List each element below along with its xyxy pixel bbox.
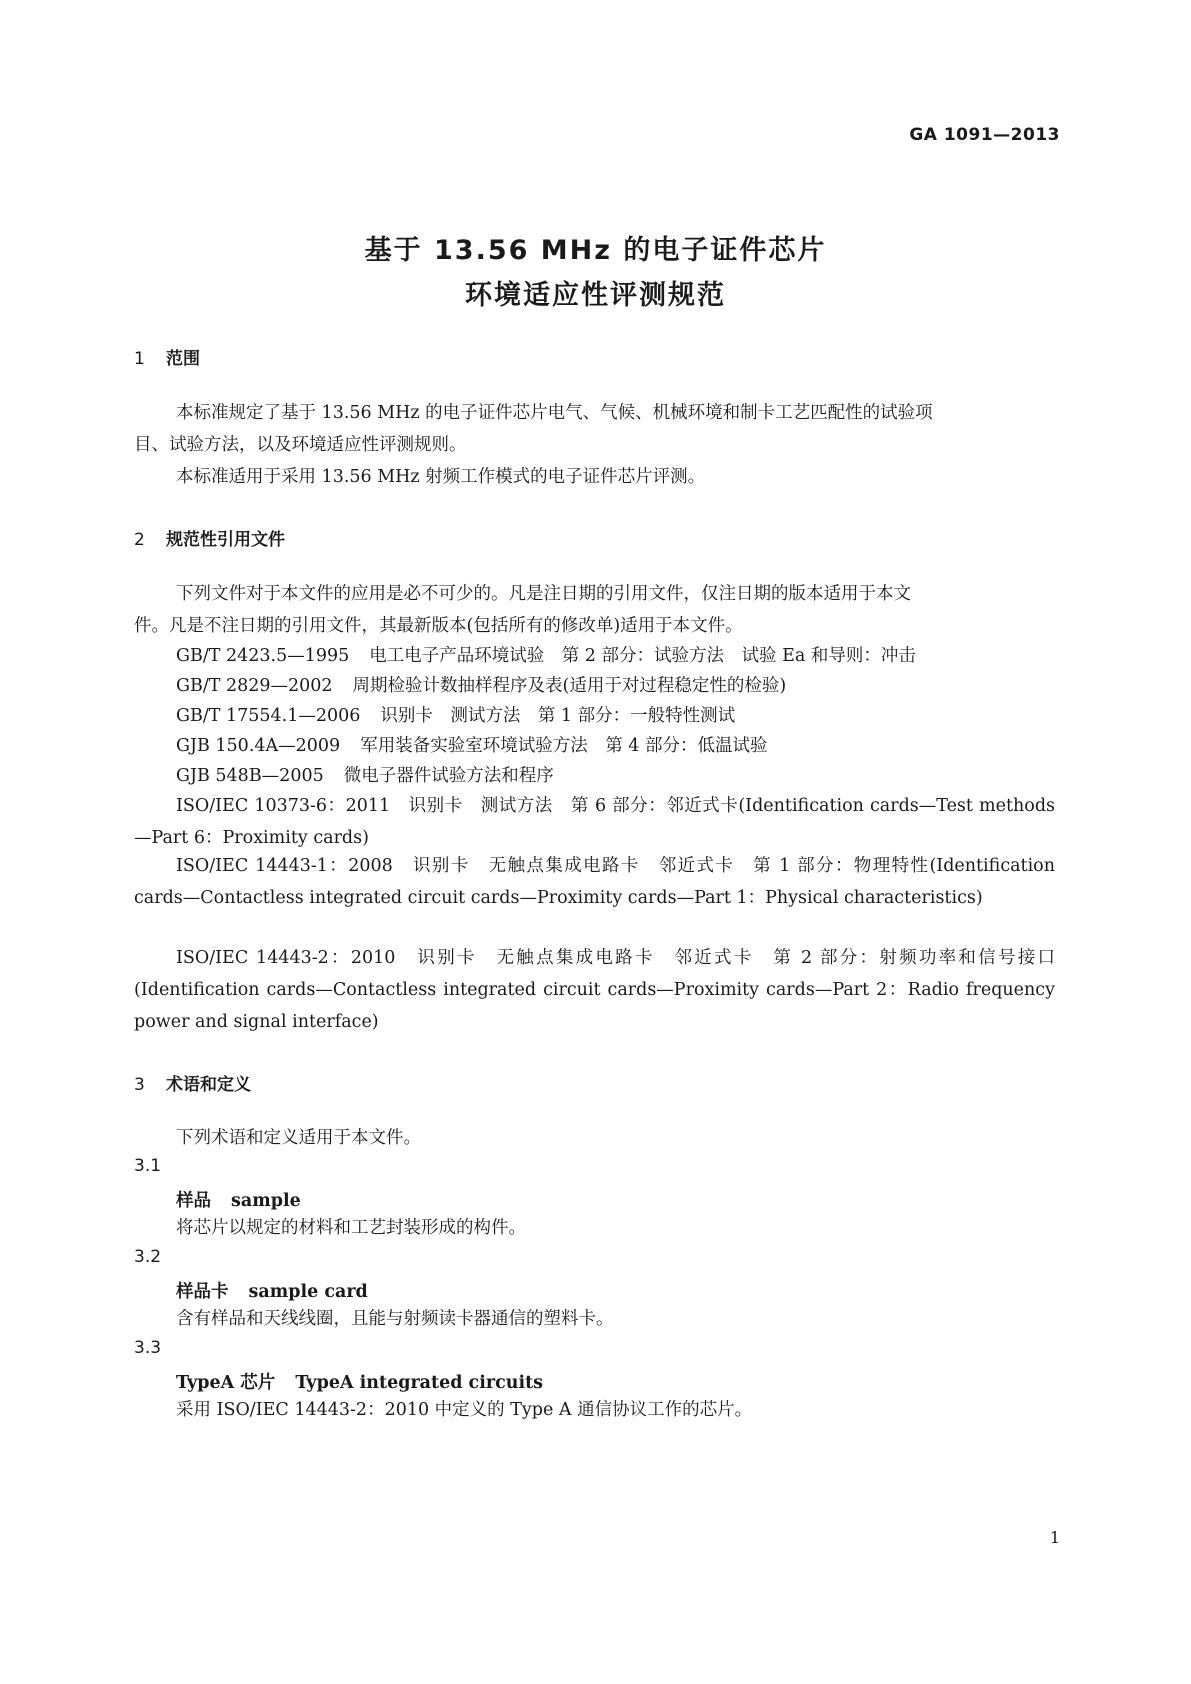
section-2-intro-line-1: 下列文件对于本文件的应用是必不可少的。凡是注日期的引用文件，仅注日期的版本适用于本文 [176,584,911,604]
section-1-paragraph-1-line-2: 目、试验方法，以及环境适应性评测规则。 [134,435,467,455]
section-2-heading [134,525,285,550]
reference-code: GB/T 2423.5—1995 [176,646,350,666]
term-name-en: sample card [248,1282,368,1302]
section-2-intro-line-2: 件。凡是不注日期的引用文件，其最新版本(包括所有的修改单)适用于本文件。 [134,616,743,636]
section-number: 1 [134,349,145,369]
standard-code: GA 1091—2013 [909,125,1060,145]
term-definition: 采用 ISO/IEC 14443-2：2010 中定义的 Type A 通信协议工作的芯片。 [176,1400,753,1420]
page-number: 1 [1049,1528,1060,1547]
term-definition: 将芯片以规定的材料和工艺封装形成的构件。 [176,1218,526,1238]
reference-code: GJB 548B—2005 [176,766,324,786]
reference-item [176,700,735,732]
section-title: 术语和定义 [166,1075,251,1095]
reference-code: GB/T 2829—2002 [176,676,333,696]
section-3-intro: 下列术语和定义适用于本文件。 [176,1128,421,1148]
term-name [176,1278,368,1303]
reference-title: 军用装备实验室环境试验方法 第 4 部分：低温试验 [360,736,768,756]
reference-code: GJB 150.4A—2009 [176,736,341,756]
reference-item [176,730,767,762]
section-number: 2 [134,530,145,550]
reference-item-iso-14443-2: ISO/IEC 14443-2：2010 识别卡 无触点集成电路卡 邻近式卡 第 2 部分：射频功率和信号接口(Identification cards—Contactless integrated circuit cards—Proximity cards—Part 2：Radio frequency power and signal interface) [134,948,1055,1032]
document-title-line-1: 基于 13.56 MHz 的电子证件芯片 [364,235,827,266]
term-name-en: TypeA integrated circuits [295,1373,544,1393]
reference-title: 识别卡 测试方法 第 1 部分：一般特性测试 [380,706,736,726]
term-name-en: sample [231,1191,301,1211]
term-name-zh: 样品 [176,1191,211,1211]
reference-item [176,760,554,792]
reference-code: GB/T 17554.1—2006 [176,706,361,726]
document-title-line-2: 环境适应性评测规范 [465,280,726,311]
term-name-zh: 样品卡 [176,1282,229,1302]
reference-item [176,640,916,672]
term-definition: 含有样品和天线线圈，且能与射频读卡器通信的塑料卡。 [176,1309,614,1329]
term-number: 3.2 [134,1247,162,1267]
reference-item-iso-10373-6: ISO/IEC 10373-6：2011 识别卡 测试方法 第 6 部分：邻近式卡(Identification cards—Test methods—Part 6：Proximity cards) [134,796,1055,848]
reference-title: 微电子器件试验方法和程序 [343,766,554,786]
term-number: 3.3 [134,1338,162,1358]
section-title: 规范性引用文件 [166,530,285,550]
term-number: 3.1 [134,1156,162,1176]
section-1-paragraph-2: 本标准适用于采用 13.56 MHz 射频工作模式的电子证件芯片评测。 [176,467,706,487]
section-3-heading [134,1070,251,1095]
reference-item-iso-14443-1: ISO/IEC 14443-1：2008 识别卡 无触点集成电路卡 邻近式卡 第 1 部分：物理特性(Identification cards—Contactless integrated circuit cards—Proximity cards—Part 1：Physical characteristics) [134,856,1055,908]
reference-title: 周期检验计数抽样程序及表(适用于对过程稳定性的检验) [352,676,787,696]
reference-title: 电工电子产品环境试验 第 2 部分：试验方法 试验 Ea 和导则：冲击 [369,646,916,666]
section-1-paragraph-1-line-1: 本标准规定了基于 13.56 MHz 的电子证件芯片电气、气候、机械环境和制卡工艺匹配性的试验项 [176,403,933,423]
term-name [176,1369,543,1394]
term-name-zh: TypeA 芯片 [176,1373,276,1393]
term-name [176,1187,301,1212]
reference-item [176,670,786,702]
section-number: 3 [134,1075,145,1095]
section-1-heading [134,344,200,369]
section-title: 范围 [166,349,200,369]
